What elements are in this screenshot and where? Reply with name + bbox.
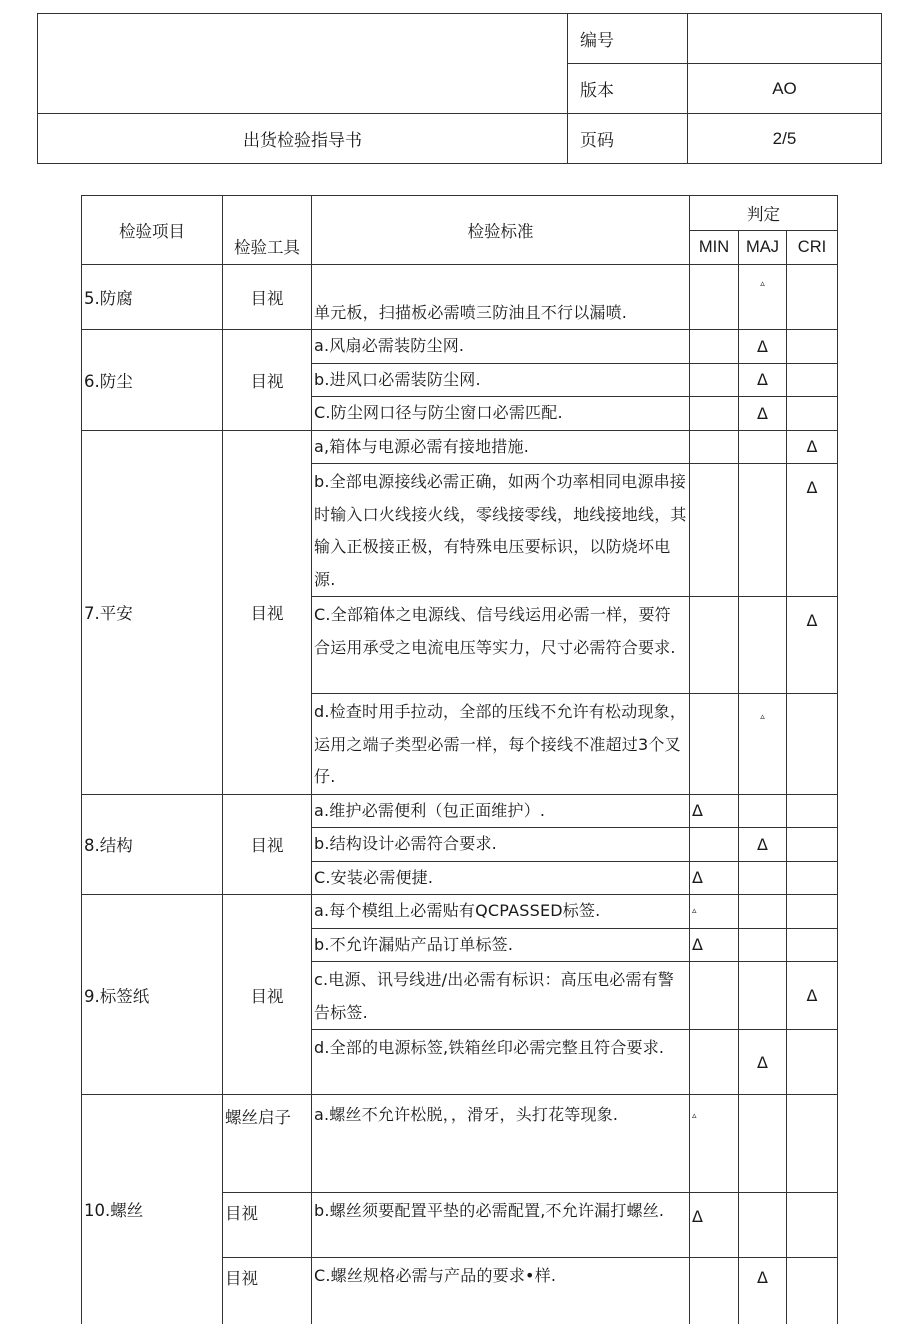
min-cell <box>690 828 739 862</box>
header-min: MIN <box>690 231 739 265</box>
version-value: AO <box>688 64 882 114</box>
min-mark: Δ <box>690 928 739 962</box>
item-cell: 8.结构 <box>82 794 223 895</box>
standard-cell: b.全部电源接线必需正确，如两个功率相同电源串接时输入口火线接火线，零线接零线，地线接地线，其输入正极接正极，有特殊电压要标识，以防烧坏电源. <box>312 464 690 597</box>
cri-cell <box>787 928 838 962</box>
page-label: 页码 <box>568 114 688 164</box>
maj-mark: Δ <box>739 1030 787 1095</box>
maj-cell <box>739 1095 787 1193</box>
standard-cell: c.电源、讯号线进/出必需有标识：高压电必需有警告标签. <box>312 962 690 1030</box>
maj-cell <box>739 597 787 694</box>
cri-cell <box>787 330 838 364</box>
min-mark: ▵ <box>690 895 739 929</box>
min-cell <box>690 430 739 464</box>
min-cell <box>690 962 739 1030</box>
cri-mark: Δ <box>787 597 838 694</box>
tool-cell: 目视 <box>223 1258 312 1324</box>
standard-cell: a.每个模组上必需贴有QCPASSED标签. <box>312 895 690 929</box>
item-cell: 10.螺丝 <box>82 1095 223 1324</box>
cri-cell <box>787 363 838 397</box>
cri-mark: Δ <box>787 464 838 597</box>
maj-cell <box>739 794 787 828</box>
item-cell: 9.标签纸 <box>82 895 223 1095</box>
item-cell: 6.防尘 <box>82 330 223 431</box>
standard-cell: d.检查时用手拉动，全部的压线不允许有松动现象，运用之端子类型必需一样，每个接线不准超过3个叉仔. <box>312 694 690 795</box>
maj-cell <box>739 430 787 464</box>
standard-cell: C.防尘网口径与防尘窗口必需匹配. <box>312 397 690 431</box>
tool-cell: 螺丝启子 <box>223 1095 312 1193</box>
header-standard: 检验标准 <box>312 196 690 265</box>
standard-cell: d.全部的电源标签,铁箱丝印必需完整且符合要求. <box>312 1030 690 1095</box>
header-maj: MAJ <box>739 231 787 265</box>
min-cell <box>690 265 739 330</box>
number-value <box>688 14 882 64</box>
cri-cell <box>787 1030 838 1095</box>
standard-cell: C.螺丝规格必需与产品的要求•样. <box>312 1258 690 1324</box>
standard-cell: b.结构设计必需符合要求. <box>312 828 690 862</box>
cri-cell <box>787 1258 838 1324</box>
standard-cell: b.螺丝须要配置平垫的必需配置,不允许漏打螺丝. <box>312 1193 690 1258</box>
header-blank-cell <box>38 14 568 114</box>
header-item: 检验项目 <box>82 196 223 265</box>
standard-cell: C.全部箱体之电源线、信号线运用必需一样，要符合运用承受之电流电压等实力，尺寸必需符合要求. <box>312 597 690 694</box>
min-mark: Δ <box>690 794 739 828</box>
header-cri: CRI <box>787 231 838 265</box>
min-cell <box>690 464 739 597</box>
standard-cell: C.安装必需便捷. <box>312 861 690 895</box>
maj-cell <box>739 962 787 1030</box>
header-judge: 判定 <box>690 196 838 231</box>
tool-cell: 目视 <box>223 265 312 330</box>
min-mark: Δ <box>690 861 739 895</box>
maj-mark: Δ <box>739 397 787 431</box>
cri-cell <box>787 265 838 330</box>
item-cell: 7.平安 <box>82 430 223 794</box>
min-mark: ▵ <box>690 1095 739 1193</box>
cri-cell <box>787 694 838 795</box>
min-cell <box>690 1258 739 1324</box>
maj-cell <box>739 1193 787 1258</box>
maj-mark: ▵ <box>739 694 787 795</box>
maj-cell <box>739 464 787 597</box>
cri-mark: Δ <box>787 430 838 464</box>
tool-cell: 目视 <box>223 430 312 794</box>
min-cell <box>690 597 739 694</box>
header-tool: 检验工具 <box>223 196 312 265</box>
standard-cell: b.不允许漏贴产品订单标签. <box>312 928 690 962</box>
tool-cell: 目视 <box>223 330 312 431</box>
cri-mark: Δ <box>787 962 838 1030</box>
cri-cell <box>787 861 838 895</box>
cri-cell <box>787 895 838 929</box>
maj-mark: Δ <box>739 1258 787 1324</box>
cri-cell <box>787 794 838 828</box>
number-label: 编号 <box>568 14 688 64</box>
cri-cell <box>787 828 838 862</box>
maj-cell <box>739 895 787 929</box>
min-cell <box>690 694 739 795</box>
cri-cell <box>787 1095 838 1193</box>
item-cell: 5.防腐 <box>82 265 223 330</box>
standard-cell: a.螺丝不允许松脱，，滑牙，头打花等现象. <box>312 1095 690 1193</box>
maj-mark: Δ <box>739 363 787 397</box>
page-value: 2/5 <box>688 114 882 164</box>
tool-cell: 目视 <box>223 895 312 1095</box>
standard-cell: a.风扇必需装防尘网. <box>312 330 690 364</box>
document-header <box>37 13 882 164</box>
cri-cell <box>787 1193 838 1258</box>
maj-cell <box>739 928 787 962</box>
min-cell <box>690 397 739 431</box>
inspection-table <box>81 195 838 1324</box>
maj-mark: Δ <box>739 330 787 364</box>
cri-cell <box>787 397 838 431</box>
document-title: 出货检验指导书 <box>38 114 568 164</box>
min-mark: Δ <box>690 1193 739 1258</box>
standard-cell: a,箱体与电源必需有接地措施. <box>312 430 690 464</box>
standard-cell: b.进风口必需装防尘网. <box>312 363 690 397</box>
min-cell <box>690 363 739 397</box>
tool-cell: 目视 <box>223 1193 312 1258</box>
maj-cell <box>739 861 787 895</box>
version-label: 版本 <box>568 64 688 114</box>
standard-cell: 单元板，扫描板必需喷三防油且不行以漏喷. <box>312 265 690 330</box>
tool-cell: 目视 <box>223 794 312 895</box>
standard-cell: a.维护必需便利（包正面维护）. <box>312 794 690 828</box>
min-cell <box>690 1030 739 1095</box>
min-cell <box>690 330 739 364</box>
maj-mark: ▵ <box>739 265 787 330</box>
maj-mark: Δ <box>739 828 787 862</box>
